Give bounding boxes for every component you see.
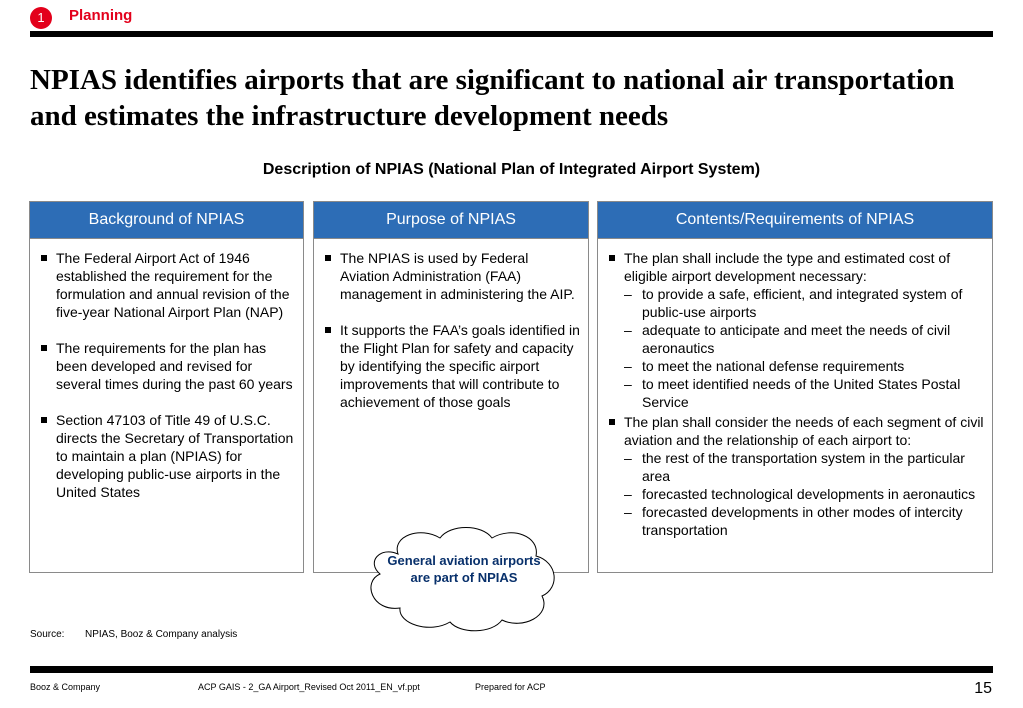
purpose-column <box>313 201 589 573</box>
footer-rule <box>30 666 993 673</box>
section-label: Planning <box>69 7 133 24</box>
footer-file-name: ACP GAIS - 2_GA Airport_Revised Oct 2011_EN_vf.ppt <box>198 682 420 692</box>
background-column <box>29 201 304 573</box>
sub-list-item: – adequate to anticipate and meet the needs of civil aeronautics <box>624 321 984 357</box>
list-item: The Federal Airport Act of 1946 established the requirement for the formulation and annual revision of the five-year National Airport Plan (NAP) <box>38 249 295 321</box>
sub-list-item: – to provide a safe, efficient, and integrated system of public-use airports <box>624 285 984 321</box>
callout-cloud <box>358 522 570 634</box>
source-note: Source: NPIAS, Booz & Company analysis <box>30 629 238 640</box>
list-item: It supports the FAA’s goals identified in the Flight Plan for safety and capacity by identifying the specific airport improvements that will contribute to achievement of those goals <box>322 321 580 411</box>
purpose-column-heading: Purpose of NPIAS <box>314 202 588 239</box>
sub-list-item: – forecasted technological developments in aeronautics <box>624 485 984 503</box>
diagram-subtitle: Description of NPIAS (National Plan of Integrated Airport System) <box>262 161 761 178</box>
list-item: The requirements for the plan has been developed and revised for several times during the past 60 years <box>38 339 295 393</box>
sub-list-item: – the rest of the transportation system in the particular area <box>624 449 984 485</box>
list-item: Section 47103 of Title 49 of U.S.C. directs the Secretary of Transportation to maintain a plan (NPIAS) for developing public-use airports in the United States <box>38 411 295 501</box>
sub-list-item: – to meet identified needs of the United States Postal Service <box>624 375 984 411</box>
page-number: 15 <box>974 680 992 697</box>
footer-prepared-for: Prepared for ACP <box>475 682 546 692</box>
contents-column-heading: Contents/Requirements of NPIAS <box>598 202 992 239</box>
list-item: The NPIAS is used by Federal Aviation Administration (FAA) management in administering the AIP. <box>322 249 580 303</box>
background-column-heading: Background of NPIAS <box>30 202 303 239</box>
sub-list-item: – forecasted developments in other modes of intercity transportation <box>624 503 984 539</box>
sub-list-item: – to meet the national defense requirements <box>624 357 984 375</box>
contents-requirements-column <box>597 201 993 573</box>
section-number-badge: 1 <box>30 7 52 29</box>
callout-text: General aviation airports are part of NPIAS <box>387 553 541 585</box>
list-item: The plan shall include the type and estimated cost of eligible airport development necessary: – to provide a safe, efficient, and integrated system of public-use airports – adequate to anticipate and meet the needs of civil aeronautics – to meet the national defense requirements – to meet identified needs of the United States Postal Service <box>606 249 984 411</box>
header-rule <box>30 31 993 37</box>
footer-company: Booz & Company <box>30 682 101 692</box>
list-item: The plan shall consider the needs of each segment of civil aviation and the relationship of each airport to: – the rest of the transportation system in the particular area – forecasted technological developments in aeronautics – forecasted developments in other modes of intercity transportation <box>606 413 984 539</box>
page-title: NPIAS identifies airports that are significant to national air transportation and estimates the infrastructure development needs <box>30 64 955 132</box>
